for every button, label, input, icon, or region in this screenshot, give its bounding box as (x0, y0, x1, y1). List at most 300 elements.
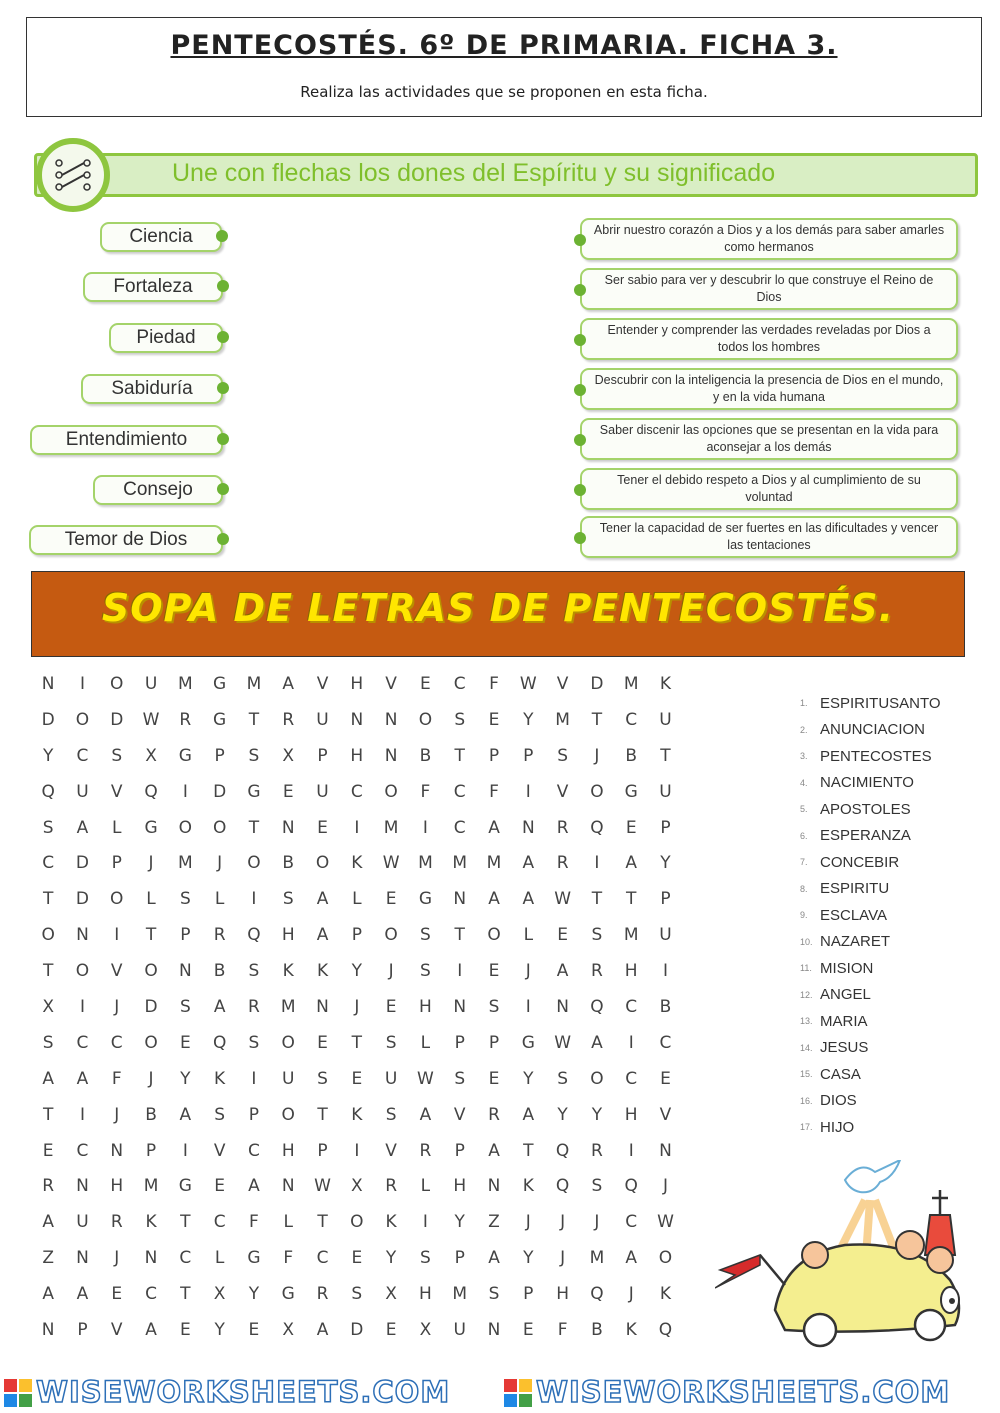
grid-letter[interactable]: S (42, 1032, 54, 1053)
don-pill[interactable] (29, 525, 223, 555)
grid-letter[interactable]: K (385, 1212, 397, 1233)
grid-letter[interactable]: A (488, 1140, 500, 1161)
grid-letter[interactable]: E (625, 817, 637, 838)
grid-letter[interactable]: O (418, 709, 433, 730)
grid-letter[interactable]: D (590, 674, 604, 694)
grid-letter[interactable]: J (662, 1176, 668, 1197)
grid-letter[interactable]: L (523, 925, 534, 946)
grid-letter[interactable]: M (280, 997, 296, 1018)
grid-letter[interactable]: O (384, 925, 398, 946)
grid-letter[interactable]: G (178, 1176, 192, 1197)
grid-letter[interactable]: B (282, 853, 295, 874)
grid-letter[interactable]: I (354, 817, 360, 838)
grid-letter[interactable]: X (350, 1176, 363, 1197)
grid-letter[interactable]: I (251, 889, 257, 910)
grid-letter[interactable]: N (41, 1320, 55, 1341)
grid-letter[interactable]: C (659, 1032, 672, 1053)
grid-letter[interactable]: S (179, 997, 191, 1018)
grid-letter[interactable]: A (42, 1068, 54, 1089)
grid-letter[interactable]: X (42, 997, 54, 1018)
grid-letter[interactable]: S (557, 1068, 568, 1089)
grid-letter[interactable]: V (385, 1140, 397, 1161)
grid-letter[interactable]: S (111, 745, 123, 766)
grid-letter[interactable]: C (625, 1212, 638, 1233)
grid-letter[interactable]: S (454, 1068, 466, 1089)
grid-letter[interactable]: R (419, 1140, 432, 1161)
grid-letter[interactable]: O (41, 925, 55, 946)
grid-letter[interactable]: D (41, 709, 55, 730)
grid-letter[interactable]: L (352, 889, 362, 910)
grid-letter[interactable]: C (76, 1140, 89, 1161)
grid-letter[interactable]: N (144, 1248, 158, 1269)
grid-letter[interactable]: X (213, 1284, 226, 1305)
grid-letter[interactable]: W (519, 674, 537, 694)
grid-letter[interactable]: I (251, 1068, 257, 1089)
grid-letter[interactable]: A (42, 1284, 54, 1305)
grid-letter[interactable]: S (591, 1176, 603, 1197)
grid-letter[interactable]: E (385, 889, 397, 910)
grid-letter[interactable]: K (145, 1212, 157, 1233)
grid-letter[interactable]: W (382, 853, 400, 874)
grid-letter[interactable]: K (522, 1176, 534, 1197)
grid-letter[interactable]: E (248, 1320, 260, 1341)
grid-letter[interactable]: U (659, 925, 672, 946)
grid-letter[interactable]: J (560, 1212, 566, 1233)
grid-letter[interactable]: A (488, 817, 500, 838)
grid-letter[interactable]: E (522, 1320, 534, 1341)
grid-letter[interactable]: S (179, 889, 191, 910)
grid-letter[interactable]: D (144, 997, 158, 1018)
grid-letter[interactable]: F (489, 781, 499, 802)
grid-letter[interactable]: S (488, 1284, 500, 1305)
grid-letter[interactable]: O (384, 781, 398, 802)
grid-letter[interactable]: C (247, 1140, 260, 1161)
grid-letter[interactable]: K (351, 1104, 363, 1125)
grid-letter[interactable]: O (110, 674, 124, 694)
grid-letter[interactable]: M (623, 925, 639, 946)
grid-letter[interactable]: Q (212, 1032, 227, 1053)
grid-letter[interactable]: T (454, 925, 465, 946)
grid-letter[interactable]: M (623, 674, 639, 694)
grid-letter[interactable]: E (214, 1176, 225, 1197)
grid-letter[interactable]: Y (523, 1248, 534, 1269)
grid-letter[interactable]: O (247, 853, 261, 874)
grid-letter[interactable]: Y (523, 1068, 534, 1089)
grid-letter[interactable]: T (180, 1212, 191, 1233)
don-pill[interactable] (109, 323, 223, 353)
grid-letter[interactable]: E (420, 674, 431, 694)
grid-letter[interactable]: N (281, 1176, 295, 1197)
grid-letter[interactable]: J (594, 1212, 600, 1233)
meaning-pill[interactable] (580, 218, 958, 260)
connector-dot[interactable] (574, 284, 586, 296)
grid-letter[interactable]: S (248, 745, 260, 766)
grid-letter[interactable]: M (418, 853, 433, 874)
grid-letter[interactable]: B (419, 745, 432, 766)
grid-letter[interactable]: Q (144, 781, 158, 802)
meaning-pill[interactable] (580, 368, 958, 410)
grid-letter[interactable]: S (557, 745, 568, 766)
grid-letter[interactable]: O (75, 709, 90, 730)
grid-letter[interactable]: J (114, 1104, 120, 1125)
don-pill[interactable] (83, 272, 223, 302)
grid-letter[interactable]: E (282, 781, 294, 802)
don-pill[interactable] (93, 475, 223, 505)
grid-letter[interactable]: N (384, 709, 398, 730)
grid-letter[interactable]: K (659, 674, 672, 694)
grid-letter[interactable]: V (110, 781, 123, 802)
connector-dot[interactable] (217, 382, 229, 394)
grid-letter[interactable]: J (594, 745, 600, 766)
grid-letter[interactable]: N (659, 1140, 672, 1161)
grid-letter[interactable]: V (213, 1140, 226, 1161)
grid-letter[interactable]: U (144, 674, 158, 694)
grid-letter[interactable]: Y (351, 961, 363, 982)
grid-letter[interactable]: X (385, 1284, 397, 1305)
grid-letter[interactable]: K (316, 961, 329, 982)
grid-letter[interactable]: M (143, 1176, 159, 1197)
grid-letter[interactable]: C (76, 745, 89, 766)
grid-letter[interactable]: A (213, 997, 226, 1018)
grid-letter[interactable]: H (624, 961, 638, 982)
grid-letter[interactable]: U (316, 709, 329, 730)
meaning-pill[interactable] (580, 268, 958, 310)
grid-letter[interactable]: I (422, 817, 428, 838)
grid-letter[interactable]: N (110, 1140, 124, 1161)
grid-letter[interactable]: P (488, 745, 500, 766)
grid-letter[interactable]: T (180, 1284, 191, 1305)
grid-letter[interactable]: A (488, 889, 500, 910)
grid-letter[interactable]: C (350, 781, 363, 802)
grid-letter[interactable]: N (281, 817, 295, 838)
grid-letter[interactable]: W (142, 709, 160, 730)
grid-letter[interactable]: D (110, 709, 124, 730)
grid-letter[interactable]: G (247, 1248, 261, 1269)
grid-letter[interactable]: L (214, 1248, 225, 1269)
grid-letter[interactable]: K (282, 961, 294, 982)
grid-letter[interactable]: W (554, 889, 571, 910)
grid-letter[interactable]: B (591, 1320, 603, 1341)
grid-letter[interactable]: I (79, 674, 85, 694)
grid-letter[interactable]: J (560, 1248, 566, 1269)
grid-letter[interactable]: O (281, 1032, 295, 1053)
grid-letter[interactable]: P (523, 1284, 534, 1305)
grid-letter[interactable]: F (420, 781, 431, 802)
grid-letter[interactable]: M (383, 817, 399, 838)
connector-dot[interactable] (217, 483, 229, 495)
grid-letter[interactable]: E (317, 817, 328, 838)
grid-letter[interactable]: N (521, 817, 535, 838)
grid-letter[interactable]: H (624, 1104, 638, 1125)
grid-letter[interactable]: A (419, 1104, 432, 1125)
grid-letter[interactable]: L (146, 889, 156, 910)
grid-letter[interactable]: U (659, 709, 672, 730)
grid-letter[interactable]: O (658, 1248, 673, 1269)
grid-letter[interactable]: R (556, 817, 569, 838)
grid-letter[interactable]: H (453, 1176, 467, 1197)
grid-letter[interactable]: Z (42, 1248, 54, 1269)
grid-letter[interactable]: P (523, 745, 534, 766)
grid-letter[interactable]: N (316, 997, 329, 1018)
grid-letter[interactable]: I (79, 1104, 85, 1125)
grid-letter[interactable]: A (42, 1212, 54, 1233)
grid-letter[interactable]: C (76, 1032, 89, 1053)
grid-letter[interactable]: C (110, 1032, 123, 1053)
grid-letter[interactable]: L (283, 1212, 293, 1233)
grid-letter[interactable]: N (453, 889, 467, 910)
grid-letter[interactable]: T (145, 925, 157, 946)
grid-letter[interactable]: M (555, 709, 570, 730)
grid-letter[interactable]: T (591, 709, 603, 730)
grid-letter[interactable]: G (281, 1284, 295, 1305)
grid-letter[interactable]: I (594, 853, 600, 874)
grid-letter[interactable]: Q (624, 1176, 638, 1197)
grid-letter[interactable]: U (316, 781, 329, 802)
grid-letter[interactable]: H (350, 745, 364, 766)
grid-letter[interactable]: O (75, 961, 90, 982)
grid-letter[interactable]: R (282, 709, 295, 730)
grid-letter[interactable]: P (180, 925, 191, 946)
grid-letter[interactable]: L (420, 1032, 431, 1053)
grid-letter[interactable]: R (556, 853, 569, 874)
grid-letter[interactable]: Y (214, 1320, 225, 1341)
meaning-pill[interactable] (580, 318, 958, 360)
grid-letter[interactable]: P (454, 1140, 465, 1161)
grid-letter[interactable]: A (625, 853, 638, 874)
grid-letter[interactable]: P (660, 817, 671, 838)
grid-letter[interactable]: E (42, 1140, 54, 1161)
grid-letter[interactable]: T (591, 889, 603, 910)
grid-letter[interactable]: U (384, 1068, 398, 1089)
grid-letter[interactable]: N (76, 1248, 89, 1269)
don-pill[interactable] (30, 425, 223, 455)
grid-letter[interactable]: O (315, 853, 330, 874)
grid-letter[interactable]: M (452, 1284, 468, 1305)
grid-letter[interactable]: P (454, 1032, 465, 1053)
grid-letter[interactable]: E (179, 1032, 191, 1053)
connector-dot[interactable] (574, 484, 586, 496)
grid-letter[interactable]: B (145, 1104, 157, 1125)
grid-letter[interactable]: C (453, 781, 466, 802)
grid-letter[interactable]: W (554, 1032, 571, 1053)
grid-letter[interactable]: E (351, 1248, 363, 1269)
grid-letter[interactable]: O (590, 781, 604, 802)
grid-letter[interactable]: S (282, 889, 294, 910)
meaning-pill[interactable] (580, 516, 958, 558)
connector-dot[interactable] (574, 234, 586, 246)
grid-letter[interactable]: I (628, 1032, 634, 1053)
grid-letter[interactable]: B (213, 961, 226, 982)
grid-letter[interactable]: J (525, 961, 531, 982)
grid-letter[interactable]: K (659, 1284, 672, 1305)
grid-letter[interactable]: H (281, 1140, 295, 1161)
grid-letter[interactable]: I (422, 1212, 428, 1233)
grid-letter[interactable]: N (453, 997, 467, 1018)
grid-letter[interactable]: S (454, 709, 466, 730)
grid-letter[interactable]: N (350, 709, 364, 730)
grid-letter[interactable]: H (419, 997, 432, 1018)
grid-letter[interactable]: R (385, 1176, 398, 1197)
grid-letter[interactable]: M (452, 853, 468, 874)
connector-dot[interactable] (574, 334, 586, 346)
grid-letter[interactable]: J (148, 1068, 154, 1089)
grid-letter[interactable]: D (75, 853, 89, 874)
grid-letter[interactable]: E (385, 1320, 397, 1341)
grid-letter[interactable]: I (662, 961, 668, 982)
grid-letter[interactable]: S (420, 1248, 431, 1269)
grid-letter[interactable]: K (351, 853, 363, 874)
grid-letter[interactable]: Y (454, 1212, 465, 1233)
connector-dot[interactable] (574, 384, 586, 396)
grid-letter[interactable]: G (178, 745, 192, 766)
grid-letter[interactable]: L (112, 817, 122, 838)
grid-letter[interactable]: U (453, 1320, 466, 1341)
grid-letter[interactable]: N (178, 961, 192, 982)
grid-letter[interactable]: E (660, 1068, 671, 1089)
grid-letter[interactable]: F (111, 1068, 122, 1089)
grid-letter[interactable]: R (590, 961, 603, 982)
grid-letter[interactable]: E (179, 1320, 191, 1341)
grid-letter[interactable]: H (110, 1176, 124, 1197)
grid-letter[interactable]: N (41, 674, 55, 694)
grid-letter[interactable]: I (182, 1140, 188, 1161)
grid-letter[interactable]: A (488, 1248, 500, 1269)
grid-letter[interactable]: P (317, 1140, 328, 1161)
grid-letter[interactable]: T (248, 817, 260, 838)
grid-letter[interactable]: V (385, 674, 397, 694)
grid-letter[interactable]: S (42, 817, 54, 838)
grid-letter[interactable]: S (385, 1104, 397, 1125)
grid-letter[interactable]: L (420, 1176, 431, 1197)
grid-letter[interactable]: C (625, 709, 638, 730)
grid-letter[interactable]: S (591, 925, 603, 946)
grid-letter[interactable]: S (317, 1068, 328, 1089)
grid-letter[interactable]: P (248, 1104, 260, 1125)
grid-letter[interactable]: M (178, 853, 193, 874)
grid-letter[interactable]: O (144, 1032, 158, 1053)
grid-letter[interactable]: G (247, 781, 261, 802)
grid-letter[interactable]: C (42, 853, 55, 874)
grid-letter[interactable]: T (317, 1212, 328, 1233)
grid-letter[interactable]: G (144, 817, 158, 838)
meaning-pill[interactable] (580, 418, 958, 460)
grid-letter[interactable]: R (316, 1284, 329, 1305)
grid-letter[interactable]: F (557, 1320, 568, 1341)
grid-letter[interactable]: Q (247, 925, 261, 946)
grid-letter[interactable]: H (556, 1284, 569, 1305)
grid-letter[interactable]: S (420, 961, 431, 982)
grid-letter[interactable]: R (248, 997, 260, 1018)
grid-letter[interactable]: B (659, 997, 672, 1018)
grid-letter[interactable]: G (521, 1032, 535, 1053)
grid-letter[interactable]: W (314, 1176, 331, 1197)
grid-letter[interactable]: Y (42, 745, 54, 766)
grid-letter[interactable]: N (76, 925, 89, 946)
grid-letter[interactable]: U (282, 1068, 295, 1089)
grid-letter[interactable]: M (486, 853, 502, 874)
grid-letter[interactable]: A (145, 1320, 157, 1341)
grid-letter[interactable]: C (625, 997, 638, 1018)
grid-letter[interactable]: U (76, 781, 89, 802)
grid-letter[interactable]: P (454, 1248, 465, 1269)
grid-letter[interactable]: T (351, 1032, 363, 1053)
grid-letter[interactable]: Q (41, 781, 55, 802)
grid-letter[interactable]: P (214, 745, 225, 766)
grid-letter[interactable]: T (42, 889, 54, 910)
grid-letter[interactable]: A (522, 853, 535, 874)
grid-letter[interactable]: C (213, 1212, 226, 1233)
grid-letter[interactable]: T (42, 961, 54, 982)
grid-letter[interactable]: F (489, 674, 499, 694)
grid-letter[interactable]: J (525, 1212, 531, 1233)
grid-letter[interactable]: Q (658, 1320, 673, 1341)
grid-letter[interactable]: E (488, 1068, 500, 1089)
grid-letter[interactable]: D (213, 781, 227, 802)
grid-letter[interactable]: T (317, 1104, 328, 1125)
grid-letter[interactable]: R (488, 1104, 500, 1125)
grid-letter[interactable]: O (144, 961, 158, 982)
grid-letter[interactable]: S (385, 1032, 397, 1053)
grid-letter[interactable]: V (316, 674, 329, 694)
grid-letter[interactable]: G (213, 674, 227, 694)
grid-letter[interactable]: P (317, 745, 328, 766)
grid-letter[interactable]: O (350, 1212, 364, 1233)
grid-letter[interactable]: Y (385, 1248, 397, 1269)
grid-letter[interactable]: G (418, 889, 432, 910)
grid-letter[interactable]: Q (555, 1176, 570, 1197)
connector-dot[interactable] (217, 280, 229, 292)
grid-letter[interactable]: P (351, 925, 362, 946)
grid-letter[interactable]: O (110, 889, 124, 910)
grid-letter[interactable]: A (76, 817, 89, 838)
grid-letter[interactable]: P (77, 1320, 88, 1341)
grid-letter[interactable]: S (488, 997, 500, 1018)
grid-letter[interactable]: E (488, 709, 500, 730)
grid-letter[interactable]: N (384, 745, 398, 766)
grid-letter[interactable]: V (110, 1320, 123, 1341)
grid-letter[interactable]: W (417, 1068, 434, 1089)
grid-letter[interactable]: V (556, 674, 569, 694)
grid-letter[interactable]: A (316, 889, 329, 910)
grid-letter[interactable]: N (556, 997, 569, 1018)
grid-letter[interactable]: V (110, 961, 123, 982)
grid-letter[interactable]: J (388, 961, 394, 982)
grid-letter[interactable]: X (282, 1320, 295, 1341)
grid-letter[interactable]: U (659, 781, 672, 802)
grid-letter[interactable]: J (354, 997, 360, 1018)
meaning-pill[interactable] (580, 468, 958, 510)
grid-letter[interactable]: O (281, 1104, 295, 1125)
grid-letter[interactable]: S (420, 925, 431, 946)
grid-letter[interactable]: F (283, 1248, 294, 1269)
grid-letter[interactable]: I (525, 781, 531, 802)
grid-letter[interactable]: C (316, 1248, 329, 1269)
grid-letter[interactable]: Q (555, 1140, 570, 1161)
grid-letter[interactable]: R (590, 1140, 603, 1161)
grid-letter[interactable]: Y (248, 1284, 260, 1305)
grid-letter[interactable]: T (42, 1104, 54, 1125)
grid-letter[interactable]: T (523, 1140, 534, 1161)
grid-letter[interactable]: W (657, 1212, 674, 1233)
grid-letter[interactable]: C (625, 1068, 638, 1089)
grid-letter[interactable]: S (351, 1284, 363, 1305)
grid-letter[interactable]: O (212, 817, 227, 838)
grid-letter[interactable]: H (281, 925, 295, 946)
grid-letter[interactable]: I (457, 961, 463, 982)
grid-letter[interactable]: V (556, 781, 569, 802)
grid-letter[interactable]: M (589, 1248, 605, 1269)
grid-letter[interactable]: K (214, 1068, 226, 1089)
